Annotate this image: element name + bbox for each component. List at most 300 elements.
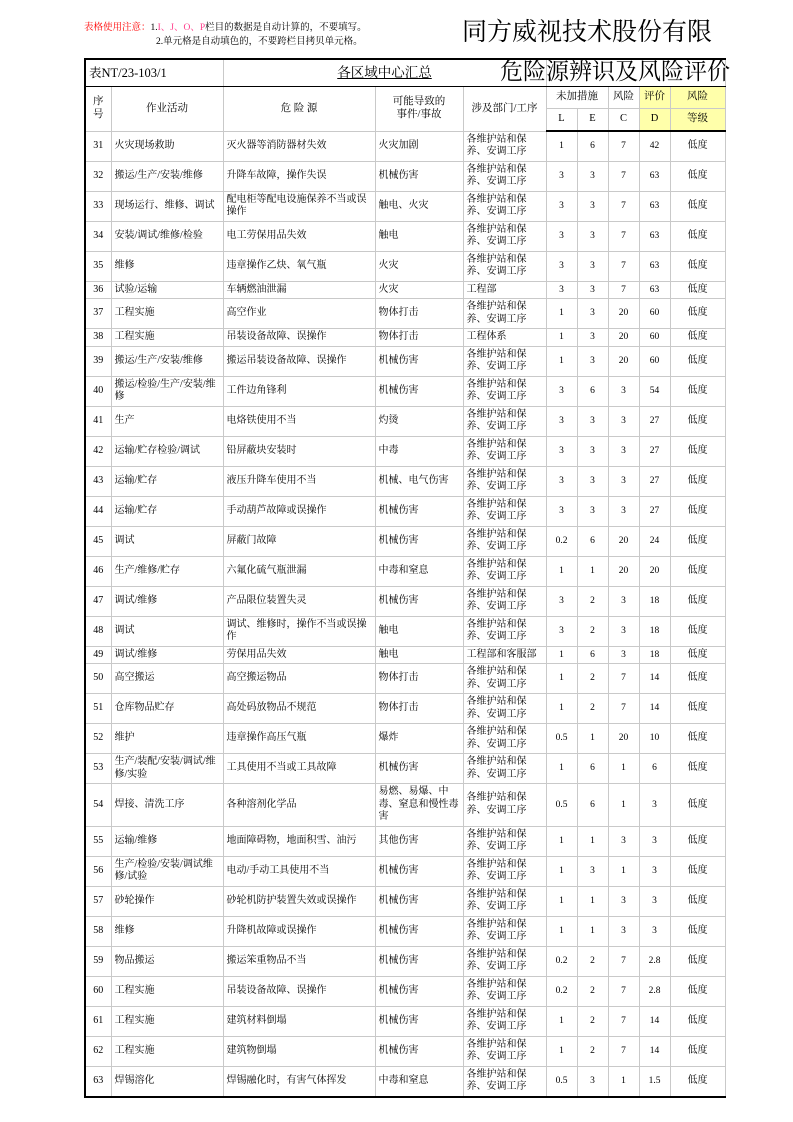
row-c-value: 7 [608, 221, 639, 251]
row-c-value: 20 [608, 329, 639, 347]
row-activity: 维修 [111, 251, 223, 281]
row-index: 41 [85, 406, 111, 436]
row-hazard: 焊锡融化时，有害气体挥发 [223, 1066, 375, 1097]
row-l-value: 1 [546, 346, 577, 376]
header-index [85, 87, 111, 132]
row-risk-level: 低度 [670, 406, 725, 436]
row-index: 39 [85, 346, 111, 376]
row-risk-level: 低度 [670, 856, 725, 886]
row-l-value: 3 [546, 281, 577, 299]
row-c-value: 3 [608, 886, 639, 916]
row-department: 各维护站和保养、安调工序 [463, 161, 546, 191]
header-c: C [608, 109, 639, 132]
row-l-value: 0.2 [546, 976, 577, 1006]
row-e-value: 1 [577, 724, 608, 754]
row-l-value: 3 [546, 251, 577, 281]
row-event: 机械伤害 [375, 946, 463, 976]
row-activity: 维修 [111, 916, 223, 946]
row-index: 63 [85, 1066, 111, 1097]
row-index: 56 [85, 856, 111, 886]
row-d-value: 27 [639, 436, 670, 466]
row-risk-level: 低度 [670, 161, 725, 191]
row-department: 各维护站和保养、安调工序 [463, 886, 546, 916]
row-l-value: 1 [546, 1006, 577, 1036]
row-d-value: 42 [639, 131, 670, 161]
row-e-value: 6 [577, 646, 608, 664]
row-d-value: 60 [639, 299, 670, 329]
row-e-value: 2 [577, 976, 608, 1006]
row-activity: 生产/维修/贮存 [111, 556, 223, 586]
row-index: 37 [85, 299, 111, 329]
row-risk-level: 低度 [670, 1066, 725, 1097]
row-c-value: 3 [608, 826, 639, 856]
row-event: 机械伤害 [375, 376, 463, 406]
row-risk-level: 低度 [670, 191, 725, 221]
row-c-value: 3 [608, 496, 639, 526]
row-activity: 工程实施 [111, 299, 223, 329]
row-risk-level: 低度 [670, 724, 725, 754]
row-department: 各维护站和保养、安调工序 [463, 251, 546, 281]
table-row[interactable] [85, 329, 725, 347]
row-activity: 调试 [111, 526, 223, 556]
row-index: 36 [85, 281, 111, 299]
table-row[interactable] [85, 346, 725, 376]
row-e-value: 3 [577, 251, 608, 281]
row-department: 各维护站和保养、安调工序 [463, 406, 546, 436]
row-d-value: 3 [639, 886, 670, 916]
row-c-value: 7 [608, 664, 639, 694]
table-row[interactable] [85, 496, 725, 526]
row-risk-level: 低度 [670, 586, 725, 616]
row-hazard: 车辆燃油泄漏 [223, 281, 375, 299]
row-activity: 运输/维修 [111, 826, 223, 856]
usage-note [84, 22, 464, 49]
table-row[interactable] [85, 826, 725, 856]
row-activity: 试验/运输 [111, 281, 223, 299]
row-department: 各维护站和保养、安调工序 [463, 436, 546, 466]
row-d-value: 63 [639, 221, 670, 251]
row-risk-level: 低度 [670, 496, 725, 526]
row-l-value: 1 [546, 754, 577, 784]
row-activity: 现场运行、维修、调试 [111, 191, 223, 221]
row-d-value: 27 [639, 496, 670, 526]
row-hazard: 升降车故障，操作失误 [223, 161, 375, 191]
row-hazard: 违章操作乙炔、氧气瓶 [223, 251, 375, 281]
row-l-value: 3 [546, 436, 577, 466]
row-event: 火灾 [375, 281, 463, 299]
row-index: 49 [85, 646, 111, 664]
row-risk-level: 低度 [670, 436, 725, 466]
row-event: 机械伤害 [375, 856, 463, 886]
row-event: 中毒和窒息 [375, 1066, 463, 1097]
row-index: 47 [85, 586, 111, 616]
row-l-value: 0.2 [546, 946, 577, 976]
table-row[interactable] [85, 586, 725, 616]
row-risk-level: 低度 [670, 131, 725, 161]
row-event: 物体打击 [375, 299, 463, 329]
row-c-value: 3 [608, 406, 639, 436]
header-index-line2: 号 [93, 108, 104, 120]
row-d-value: 18 [639, 616, 670, 646]
row-e-value: 3 [577, 346, 608, 376]
row-risk-level: 低度 [670, 329, 725, 347]
row-l-value: 1 [546, 329, 577, 347]
row-e-value: 6 [577, 376, 608, 406]
row-index: 48 [85, 616, 111, 646]
row-e-value: 3 [577, 466, 608, 496]
table-row[interactable] [85, 784, 725, 827]
row-event: 触电 [375, 646, 463, 664]
row-hazard: 调试、维修时，操作不当或误操作 [223, 616, 375, 646]
row-activity: 调试/维修 [111, 646, 223, 664]
row-risk-level: 低度 [670, 916, 725, 946]
row-hazard: 搬运笨重物品不当 [223, 946, 375, 976]
row-d-value: 3 [639, 784, 670, 827]
table-row[interactable] [85, 221, 725, 251]
table-row[interactable] [85, 1066, 725, 1097]
row-risk-level: 低度 [670, 556, 725, 586]
table-row[interactable] [85, 131, 725, 161]
row-c-value: 1 [608, 1066, 639, 1097]
row-c-value: 20 [608, 526, 639, 556]
usage-note-label: 表格使用注意： [84, 23, 151, 33]
usage-note-line-1 [84, 22, 464, 36]
document-title: 危险源辨识及风险评价 [500, 59, 730, 84]
row-event: 中毒 [375, 436, 463, 466]
row-hazard: 工件边角锋利 [223, 376, 375, 406]
table-row[interactable] [85, 664, 725, 694]
row-d-value: 63 [639, 281, 670, 299]
row-activity: 运输/贮存 [111, 496, 223, 526]
row-hazard: 铅屏蔽块安装时 [223, 436, 375, 466]
row-index: 62 [85, 1036, 111, 1066]
table-row[interactable] [85, 946, 725, 976]
table-row[interactable] [85, 646, 725, 664]
row-d-value: 10 [639, 724, 670, 754]
row-c-value: 7 [608, 1036, 639, 1066]
row-event: 物体打击 [375, 664, 463, 694]
header-level-line1: 风险 [670, 87, 725, 109]
row-activity: 工程实施 [111, 329, 223, 347]
row-department: 各维护站和保养、安调工序 [463, 299, 546, 329]
row-event: 机械伤害 [375, 1006, 463, 1036]
hazard-assessment-table [84, 58, 726, 1098]
row-hazard: 电动/手动工具使用不当 [223, 856, 375, 886]
usage-note-line-2: 2.单元格是自动填色的，不要跨栏目拷贝单元格。 [156, 36, 363, 47]
table-row[interactable] [85, 466, 725, 496]
row-activity: 高空搬运 [111, 664, 223, 694]
table-row[interactable] [85, 436, 725, 466]
table-row[interactable] [85, 281, 725, 299]
row-department: 工程体系 [463, 329, 546, 347]
usage-note-columns: I、J、O、P [157, 23, 206, 33]
row-event: 灼烫 [375, 406, 463, 436]
row-department: 各维护站和保养、安调工序 [463, 346, 546, 376]
row-e-value: 6 [577, 526, 608, 556]
header-hazard: 危 险 源 [223, 87, 375, 132]
row-risk-level: 低度 [670, 976, 725, 1006]
row-hazard: 手动葫芦故障或误操作 [223, 496, 375, 526]
table-row[interactable] [85, 916, 725, 946]
row-hazard: 劳保用品失效 [223, 646, 375, 664]
table-row[interactable] [85, 191, 725, 221]
row-risk-level: 低度 [670, 281, 725, 299]
row-e-value: 2 [577, 1036, 608, 1066]
row-e-value: 3 [577, 191, 608, 221]
table-row[interactable] [85, 299, 725, 329]
row-activity: 安装/调试/维修/检验 [111, 221, 223, 251]
row-d-value: 14 [639, 1006, 670, 1036]
row-index: 61 [85, 1006, 111, 1036]
row-event: 物体打击 [375, 694, 463, 724]
row-activity: 维护 [111, 724, 223, 754]
row-index: 32 [85, 161, 111, 191]
row-hazard: 工具使用不当或工具故障 [223, 754, 375, 784]
row-activity: 生产/装配/安装/调试/维修/实验 [111, 754, 223, 784]
row-activity: 工程实施 [111, 1006, 223, 1036]
row-department: 各维护站和保养、安调工序 [463, 221, 546, 251]
row-index: 51 [85, 694, 111, 724]
row-index: 58 [85, 916, 111, 946]
table-row[interactable] [85, 886, 725, 916]
row-d-value: 24 [639, 526, 670, 556]
row-l-value: 3 [546, 406, 577, 436]
row-hazard: 高空搬运物品 [223, 664, 375, 694]
row-department: 各维护站和保养、安调工序 [463, 754, 546, 784]
row-risk-level: 低度 [670, 526, 725, 556]
table-row[interactable] [85, 161, 725, 191]
row-e-value: 3 [577, 281, 608, 299]
row-index: 50 [85, 664, 111, 694]
row-e-value: 1 [577, 826, 608, 856]
row-event: 其他伤害 [375, 826, 463, 856]
row-hazard: 液压升降车使用不当 [223, 466, 375, 496]
row-d-value: 60 [639, 329, 670, 347]
row-activity: 焊锡溶化 [111, 1066, 223, 1097]
row-c-value: 3 [608, 916, 639, 946]
table-row[interactable] [85, 1036, 725, 1066]
row-department: 各维护站和保养、安调工序 [463, 466, 546, 496]
company-title: 同方威视技术股份有限 [462, 19, 713, 46]
row-department: 各维护站和保养、安调工序 [463, 916, 546, 946]
row-activity: 工程实施 [111, 1036, 223, 1066]
row-risk-level: 低度 [670, 946, 725, 976]
row-e-value: 6 [577, 131, 608, 161]
row-department: 工程部和客服部 [463, 646, 546, 664]
row-event: 爆炸 [375, 724, 463, 754]
row-c-value: 1 [608, 754, 639, 784]
table-row[interactable] [85, 556, 725, 586]
table-row[interactable] [85, 406, 725, 436]
row-e-value: 2 [577, 694, 608, 724]
row-hazard: 配电柜等配电设施保养不当或误操作 [223, 191, 375, 221]
table-row[interactable] [85, 694, 725, 724]
row-index: 31 [85, 131, 111, 161]
row-hazard: 地面障碍物，地面积雪、油污 [223, 826, 375, 856]
row-l-value: 3 [546, 466, 577, 496]
row-c-value: 20 [608, 724, 639, 754]
row-hazard: 建筑材料倒塌 [223, 1006, 375, 1036]
row-department: 各维护站和保养、安调工序 [463, 376, 546, 406]
row-d-value: 18 [639, 646, 670, 664]
header-e: E [577, 109, 608, 132]
row-e-value: 6 [577, 784, 608, 827]
row-department: 各维护站和保养、安调工序 [463, 131, 546, 161]
row-c-value: 7 [608, 251, 639, 281]
row-risk-level: 低度 [670, 646, 725, 664]
row-hazard: 违章操作高压气瓶 [223, 724, 375, 754]
row-event: 触电 [375, 616, 463, 646]
usage-note-line1-rest: 栏目的数据是自动计算的，不要填写。 [205, 23, 367, 33]
row-e-value: 3 [577, 436, 608, 466]
row-index: 43 [85, 466, 111, 496]
row-c-value: 7 [608, 694, 639, 724]
row-d-value: 2.8 [639, 946, 670, 976]
row-d-value: 14 [639, 664, 670, 694]
table-row[interactable] [85, 251, 725, 281]
row-activity: 仓库物品贮存 [111, 694, 223, 724]
row-e-value: 3 [577, 299, 608, 329]
row-risk-level: 低度 [670, 346, 725, 376]
row-department: 各维护站和保养、安调工序 [463, 191, 546, 221]
row-risk-level: 低度 [670, 466, 725, 496]
row-department: 各维护站和保养、安调工序 [463, 1066, 546, 1097]
row-c-value: 3 [608, 646, 639, 664]
table-row[interactable] [85, 856, 725, 886]
row-event: 触电 [375, 221, 463, 251]
row-l-value: 1 [546, 664, 577, 694]
row-c-value: 3 [608, 466, 639, 496]
row-index: 42 [85, 436, 111, 466]
row-c-value: 1 [608, 784, 639, 827]
row-risk-level: 低度 [670, 784, 725, 827]
table-row[interactable] [85, 376, 725, 406]
row-hazard: 吊装设备故障、误操作 [223, 976, 375, 1006]
row-department: 各维护站和保养、安调工序 [463, 856, 546, 886]
row-department: 各维护站和保养、安调工序 [463, 1006, 546, 1036]
row-activity: 火灾现场救助 [111, 131, 223, 161]
row-d-value: 60 [639, 346, 670, 376]
row-event: 易燃、易爆、中毒、窒息和慢性毒害 [375, 784, 463, 827]
header-group-unmitigated: 未加措施 [546, 87, 608, 109]
row-l-value: 1 [546, 299, 577, 329]
row-index: 33 [85, 191, 111, 221]
row-e-value: 2 [577, 664, 608, 694]
row-e-value: 6 [577, 754, 608, 784]
table-row[interactable] [85, 724, 725, 754]
table-row[interactable] [85, 616, 725, 646]
row-hazard: 电工劳保用品失效 [223, 221, 375, 251]
row-c-value: 3 [608, 436, 639, 466]
row-e-value: 1 [577, 886, 608, 916]
row-risk-level: 低度 [670, 1036, 725, 1066]
row-c-value: 3 [608, 616, 639, 646]
row-department: 各维护站和保养、安调工序 [463, 946, 546, 976]
row-e-value: 3 [577, 856, 608, 886]
row-event: 机械伤害 [375, 346, 463, 376]
row-d-value: 27 [639, 406, 670, 436]
row-department: 各维护站和保养、安调工序 [463, 556, 546, 586]
row-department: 各维护站和保养、安调工序 [463, 724, 546, 754]
row-risk-level: 低度 [670, 754, 725, 784]
row-activity: 搬运/检验/生产/安装/维修 [111, 376, 223, 406]
form-code-cell: 表NT/23-103/1 [85, 59, 223, 87]
row-hazard: 屏蔽门故障 [223, 526, 375, 556]
row-event: 机械伤害 [375, 526, 463, 556]
row-hazard: 产品限位装置失灵 [223, 586, 375, 616]
row-e-value: 2 [577, 946, 608, 976]
row-l-value: 1 [546, 856, 577, 886]
row-department: 各维护站和保养、安调工序 [463, 586, 546, 616]
row-department: 各维护站和保养、安调工序 [463, 784, 546, 827]
row-d-value: 27 [639, 466, 670, 496]
row-risk-level: 低度 [670, 221, 725, 251]
row-hazard: 电烙铁使用不当 [223, 406, 375, 436]
row-activity: 运输/贮存检验/调试 [111, 436, 223, 466]
row-l-value: 0.2 [546, 526, 577, 556]
row-event: 机械伤害 [375, 916, 463, 946]
row-risk-level: 低度 [670, 299, 725, 329]
row-event: 物体打击 [375, 329, 463, 347]
header-event-line2: 事件/事故 [396, 108, 442, 120]
row-activity: 搬运/生产/安装/维修 [111, 161, 223, 191]
table-row[interactable] [85, 526, 725, 556]
row-d-value: 14 [639, 694, 670, 724]
form-code-row-spacer [546, 59, 725, 87]
row-l-value: 1 [546, 916, 577, 946]
table-row[interactable] [85, 1006, 725, 1036]
row-e-value: 3 [577, 406, 608, 436]
row-d-value: 3 [639, 826, 670, 856]
table-row[interactable] [85, 754, 725, 784]
row-c-value: 7 [608, 946, 639, 976]
row-department: 各维护站和保养、安调工序 [463, 976, 546, 1006]
row-c-value: 7 [608, 191, 639, 221]
row-department: 各维护站和保养、安调工序 [463, 694, 546, 724]
row-hazard: 搬运吊装设备故障、误操作 [223, 346, 375, 376]
row-index: 60 [85, 976, 111, 1006]
header-d: D [639, 109, 670, 132]
header-group-risk: 风险 [608, 87, 639, 109]
row-e-value: 1 [577, 556, 608, 586]
row-index: 34 [85, 221, 111, 251]
row-c-value: 20 [608, 556, 639, 586]
row-e-value: 2 [577, 616, 608, 646]
row-l-value: 1 [546, 886, 577, 916]
header-activity: 作业活动 [111, 87, 223, 132]
row-l-value: 3 [546, 496, 577, 526]
row-activity: 运输/贮存 [111, 466, 223, 496]
row-event: 触电、火灾 [375, 191, 463, 221]
usage-note-line1-prefix: 1. [150, 23, 158, 33]
header-department: 涉及部门/工序 [463, 87, 546, 132]
row-department: 各维护站和保养、安调工序 [463, 664, 546, 694]
row-activity: 工程实施 [111, 976, 223, 1006]
row-hazard: 灭火器等消防器材失效 [223, 131, 375, 161]
row-department: 工程部 [463, 281, 546, 299]
row-l-value: 0.5 [546, 1066, 577, 1097]
table-row[interactable] [85, 976, 725, 1006]
row-risk-level: 低度 [670, 826, 725, 856]
row-activity: 搬运/生产/安装/维修 [111, 346, 223, 376]
row-event: 火灾加剧 [375, 131, 463, 161]
row-index: 45 [85, 526, 111, 556]
row-department: 各维护站和保养、安调工序 [463, 1036, 546, 1066]
row-l-value: 1 [546, 556, 577, 586]
row-index: 57 [85, 886, 111, 916]
row-event: 机械伤害 [375, 496, 463, 526]
row-risk-level: 低度 [670, 1006, 725, 1036]
